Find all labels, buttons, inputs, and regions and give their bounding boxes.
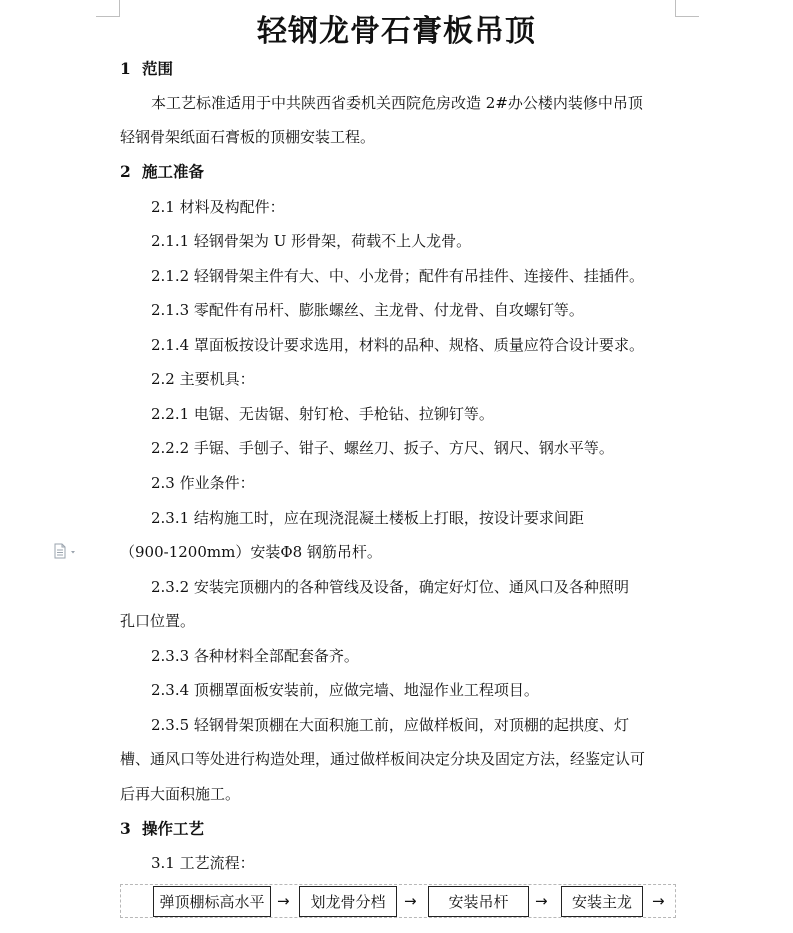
process-flow bbox=[120, 884, 676, 918]
list-item: 2.1.1 轻钢骨架为 U 形骨架，荷载不上人龙骨。 bbox=[151, 232, 472, 250]
section-title: 范围 bbox=[142, 59, 174, 78]
list-item: 2.3.5 轻钢骨架顶棚在大面积施工前，应做样板间，对顶棚的起拱度、灯 bbox=[151, 716, 629, 734]
section-1-heading bbox=[120, 58, 173, 80]
list-item: 2.3.2 安装完顶棚内的各种管线及设备，确定好灯位、通风口及各种照明 bbox=[151, 578, 629, 596]
paragraph-line: 轻钢骨架纸面石膏板的顶棚安装工程。 bbox=[120, 128, 376, 146]
chevron-down-icon bbox=[71, 551, 75, 554]
flow-step: 划龙骨分档 bbox=[299, 886, 397, 917]
section-number: 2 bbox=[120, 162, 131, 181]
flow-step: 安装主龙 bbox=[561, 886, 643, 917]
subsection-heading: 3.1 工艺流程： bbox=[151, 854, 255, 872]
section-title: 施工准备 bbox=[142, 162, 205, 181]
arrow-right-icon: → bbox=[652, 892, 665, 910]
document-icon[interactable] bbox=[52, 543, 80, 559]
list-item: 2.2.1 电锯、无齿锯、射钉枪、手枪钻、拉铆钉等。 bbox=[151, 405, 494, 423]
list-item-continuation: （900-1200mm）安装Φ8 钢筋吊杆。 bbox=[120, 543, 382, 561]
list-item-continuation: 孔口位置。 bbox=[120, 612, 196, 630]
list-item: 2.2.2 手锯、手刨子、钳子、螺丝刀、扳子、方尺、钢尺、钢水平等。 bbox=[151, 439, 614, 457]
subsection-heading: 2.3 作业条件： bbox=[151, 474, 255, 492]
section-title: 操作工艺 bbox=[142, 819, 205, 838]
section-3-heading bbox=[120, 818, 204, 840]
list-item-continuation: 槽、通风口等处进行构造处理，通过做样板间决定分块及固定方法，经鉴定认可 bbox=[120, 750, 646, 768]
list-item: 2.1.2 轻钢骨架主件有大、中、小龙骨；配件有吊挂件、连接件、挂插件。 bbox=[151, 267, 644, 285]
subsection-heading: 2.2 主要机具： bbox=[151, 370, 255, 388]
flow-step: 弹顶棚标高水平 bbox=[153, 886, 271, 917]
arrow-right-icon: → bbox=[277, 892, 290, 910]
list-item: 2.3.4 顶棚罩面板安装前，应做完墙、地湿作业工程项目。 bbox=[151, 681, 539, 699]
list-item: 2.3.3 各种材料全部配套备齐。 bbox=[151, 647, 359, 665]
list-item-continuation: 后再大面积施工。 bbox=[120, 785, 241, 803]
arrow-right-icon: → bbox=[535, 892, 548, 910]
arrow-right-icon: → bbox=[404, 892, 417, 910]
section-2-heading bbox=[120, 161, 204, 183]
document-title: 轻钢龙骨石膏板吊顶 bbox=[257, 14, 536, 49]
list-item: 2.1.3 零配件有吊杆、膨胀螺丝、主龙骨、付龙骨、自攻螺钉等。 bbox=[151, 301, 584, 319]
paragraph-line: 本工艺标准适用于中共陕西省委机关西院危房改造 2#办公楼内装修中吊顶 bbox=[151, 94, 643, 112]
subsection-heading: 2.1 材料及构配件： bbox=[151, 198, 285, 216]
section-number: 3 bbox=[120, 819, 131, 838]
list-item: 2.3.1 结构施工时，应在现浇混凝土楼板上打眼，按设计要求间距 bbox=[151, 509, 584, 527]
list-item: 2.1.4 罩面板按设计要求选用，材料的品种、规格、质量应符合设计要求。 bbox=[151, 336, 644, 354]
flow-step: 安装吊杆 bbox=[428, 886, 529, 917]
section-number: 1 bbox=[120, 59, 131, 78]
